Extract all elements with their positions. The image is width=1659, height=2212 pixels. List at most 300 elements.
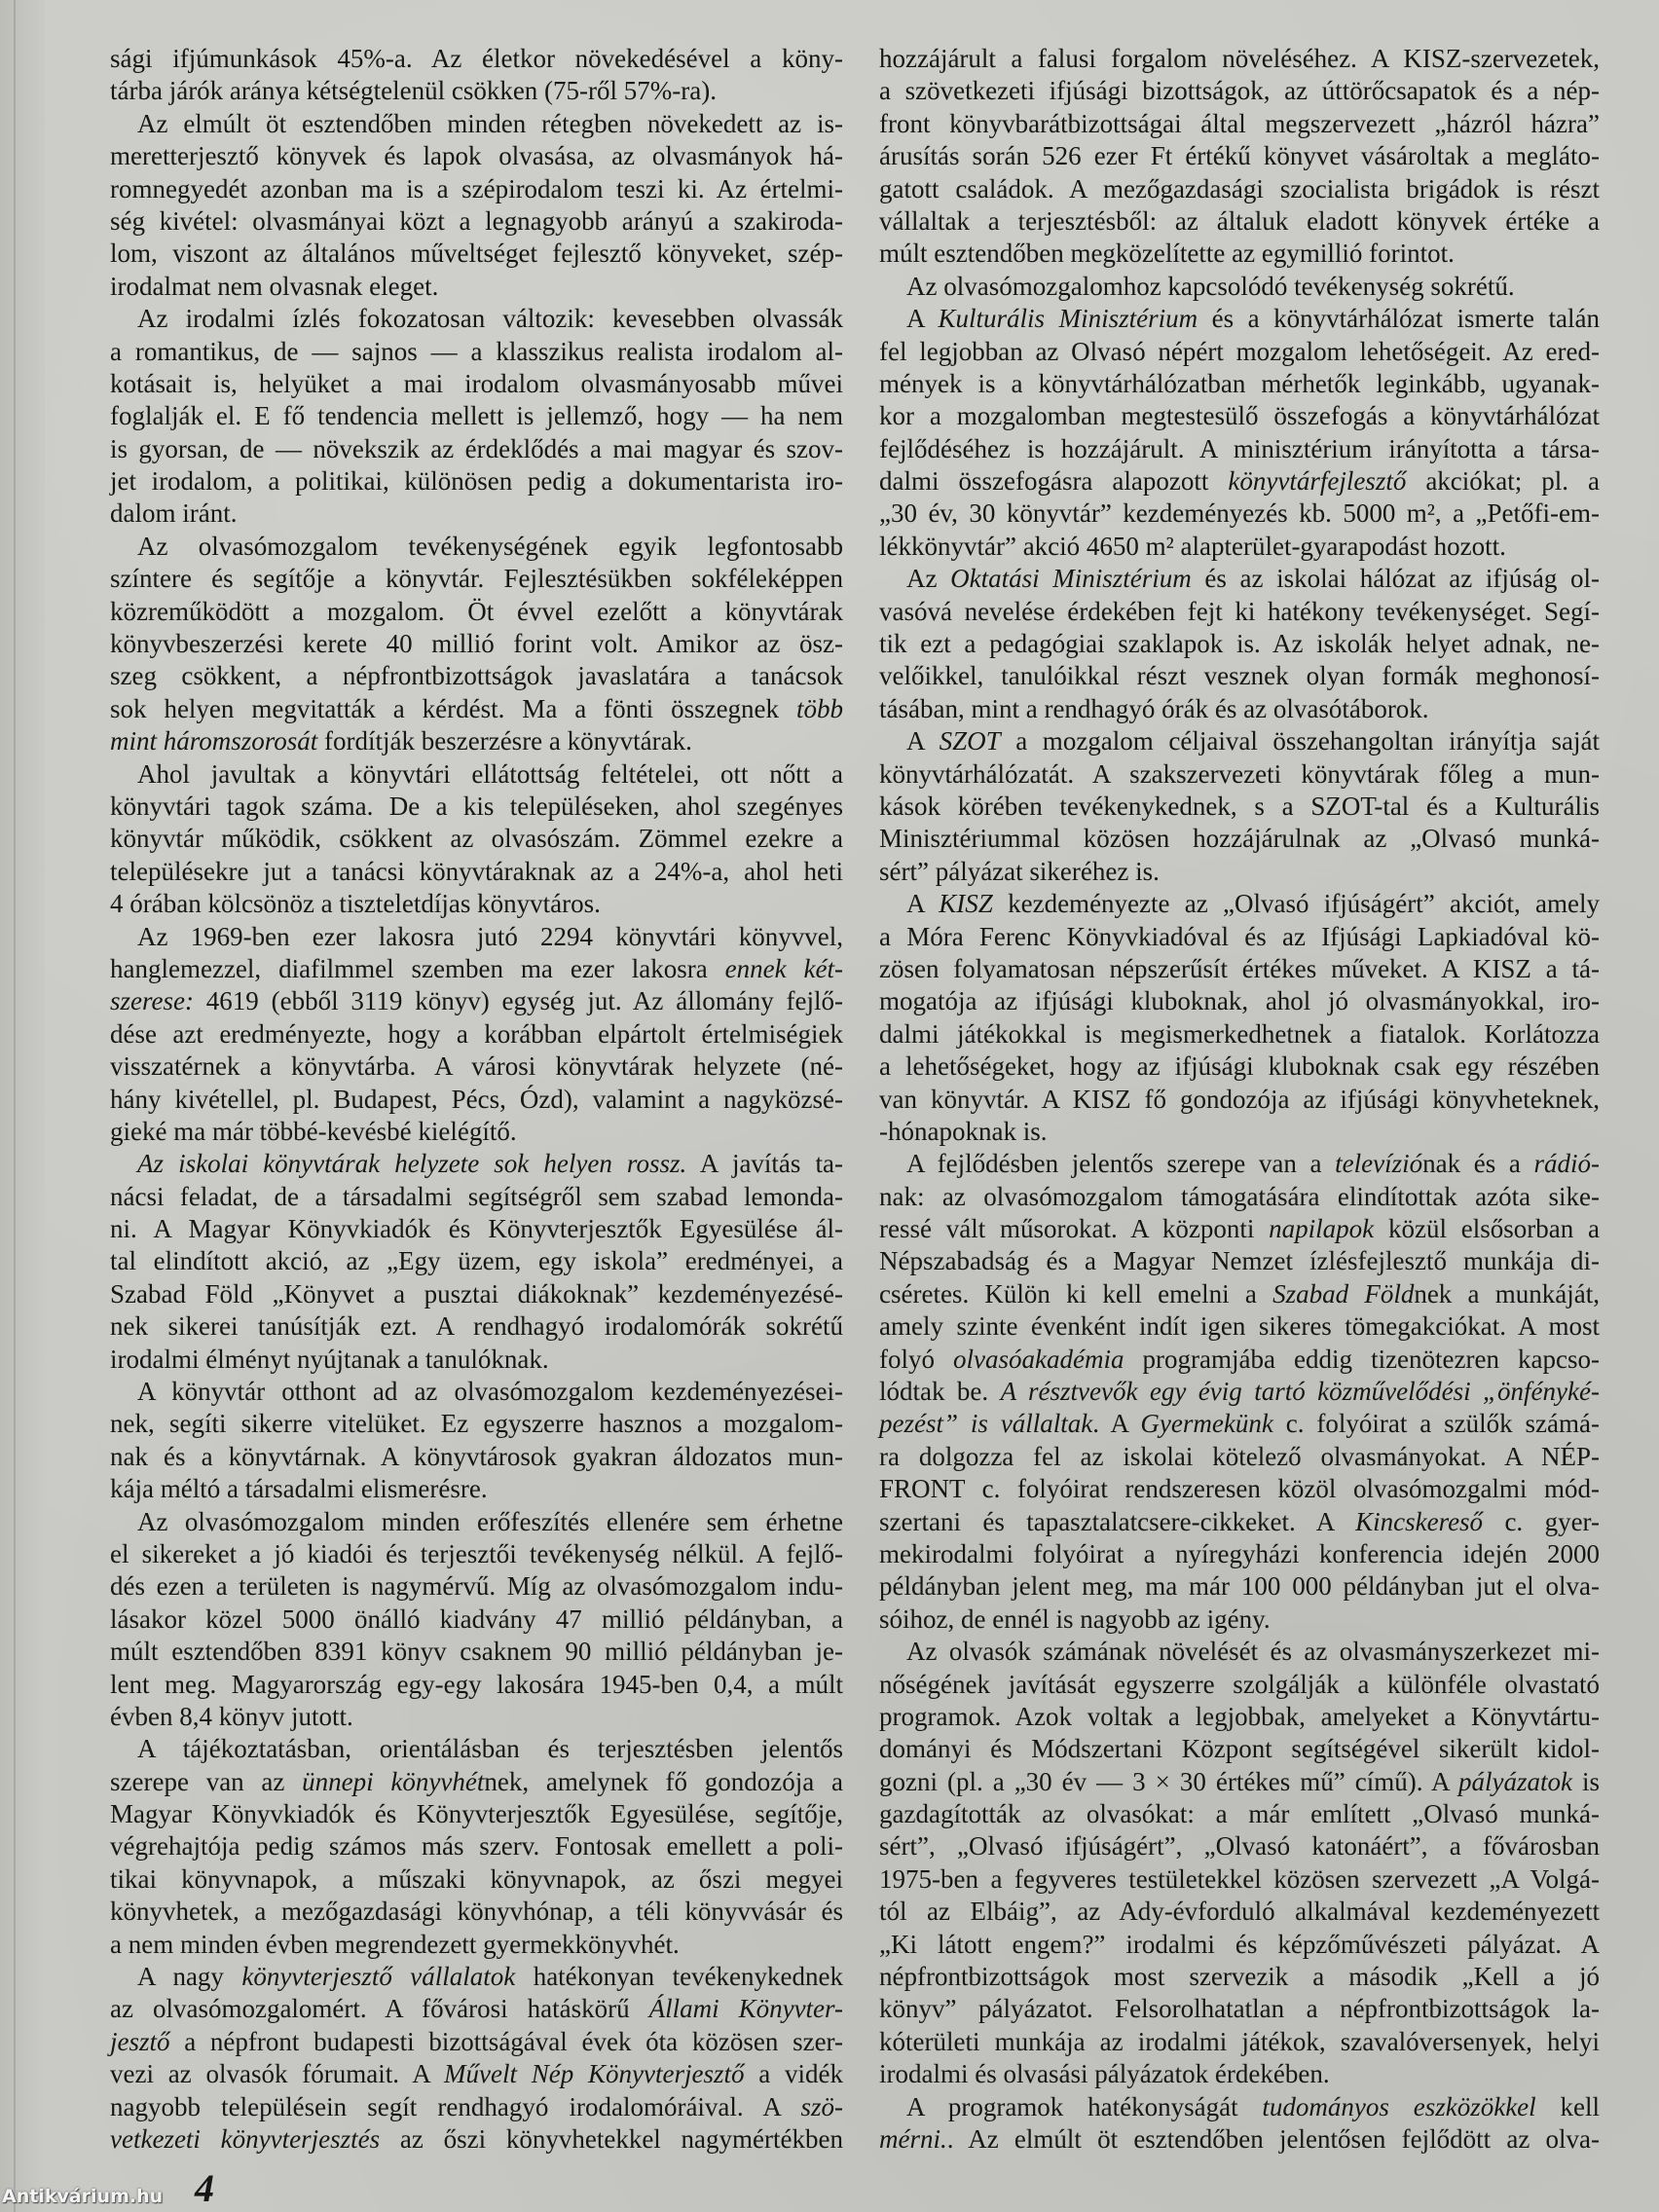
page-number: 4 bbox=[195, 2166, 214, 2210]
text-line bbox=[110, 238, 843, 270]
italic-text: Oktatási Minisztérium bbox=[950, 564, 1192, 594]
text-line bbox=[110, 693, 843, 725]
text-segment: velőikkel, tanulóikkal részt vesznek olyan formák meghonosí- bbox=[879, 661, 1600, 691]
text-line bbox=[110, 2091, 843, 2123]
text-line bbox=[110, 1961, 843, 1993]
text-segment: árusítás során 526 ezer Ft értékű könyvet vásároltak a megláto- bbox=[879, 141, 1600, 171]
italic-text: ünnepi könyvhét bbox=[302, 1766, 485, 1796]
text-segment: hanglemezzel, diafilmmel szemben ma ezer lakosra bbox=[110, 953, 725, 983]
text-line bbox=[110, 1798, 843, 1830]
text-segment: lódtak be. bbox=[879, 1377, 1001, 1407]
italic-text: jesztő bbox=[110, 2026, 170, 2056]
italic-text: napilapok bbox=[1269, 1214, 1375, 1244]
text-line bbox=[110, 140, 843, 172]
text-segment: . A bbox=[1092, 1409, 1141, 1439]
text-segment: és az iskolai hálózat az ifjúság ol- bbox=[1191, 564, 1601, 594]
text-line bbox=[879, 856, 1600, 888]
text-line bbox=[110, 563, 843, 595]
text-line bbox=[879, 1051, 1600, 1083]
text-segment: tárba járók aránya kétségtelenül csökken (75-ről 57%-ra). bbox=[110, 76, 717, 106]
text-segment: irodalmat nem olvasnak eleget. bbox=[110, 271, 439, 301]
italic-text: televízió bbox=[1335, 1149, 1423, 1179]
text-segment: A tájékoztatásban, orientálásban és terjesztésben jelentős bbox=[137, 1734, 843, 1764]
text-segment: 1975-ben a fegyveres testületekkel közösen szervezett „A Volgá- bbox=[879, 1863, 1600, 1894]
italic-text: KISZ bbox=[939, 889, 993, 919]
text-line bbox=[879, 1213, 1600, 1245]
text-line bbox=[879, 1604, 1600, 1636]
text-line bbox=[110, 660, 843, 692]
text-segment: dés ezen a területen is nagymérvű. Míg az olvasómozgalom indu- bbox=[110, 1571, 843, 1602]
text-line bbox=[879, 368, 1600, 400]
text-segment: foglalják el. E fő tendencia mellett is jellemző, hogy — ha nem bbox=[110, 401, 843, 431]
text-line bbox=[879, 1018, 1600, 1051]
italic-text: szerese: bbox=[110, 986, 194, 1016]
text-segment: vezi az olvasók fórumait. A bbox=[110, 2059, 445, 2089]
text-segment: programjába eddig tizenötezren kapcso- bbox=[1124, 1344, 1600, 1374]
text-line bbox=[879, 271, 1600, 303]
text-line bbox=[879, 75, 1600, 107]
text-segment: A programok hatékonyságát bbox=[906, 2091, 1263, 2121]
text-line bbox=[110, 758, 843, 791]
text-line bbox=[110, 1376, 843, 1408]
text-line bbox=[110, 1993, 843, 2025]
text-line bbox=[110, 1701, 843, 1733]
text-segment: mekirodalmi folyóirat a nyíregyházi konferencia idején 2000 bbox=[879, 1538, 1600, 1568]
text-segment: dalom iránt. bbox=[110, 498, 238, 529]
text-segment: a nem minden évben megrendezett gyermekkönyvhét. bbox=[110, 1929, 680, 1959]
text-line bbox=[879, 336, 1600, 368]
page-binding-edge bbox=[0, 0, 45, 2212]
text-segment: tik ezt a pedagógiai szaklapok is. Az iskolák helyet adnak, ne- bbox=[879, 629, 1600, 659]
text-segment: „30 év, 30 könyvtár” kezdeményezés kb. 5000 m², a „Petőfi-em- bbox=[879, 498, 1600, 529]
text-segment: kotásait is, helyüket a mai irodalom olvasmányosabb művei bbox=[110, 368, 843, 398]
text-line bbox=[110, 43, 843, 75]
text-line bbox=[110, 1669, 843, 1701]
italic-text: mérni. bbox=[879, 2124, 947, 2154]
text-segment: Az irodalmi ízlés fokozatosan változik: kevesebben olvassák bbox=[137, 304, 843, 334]
text-segment: jet irodalom, a politikai, különösen pedig a dokumentarista iro- bbox=[110, 466, 843, 497]
text-segment: könyvbeszerzési kerete 40 millió forint volt. Amikor az ösz- bbox=[110, 629, 843, 659]
text-segment: Ahol javultak a könyvtári ellátottság feltételei, ott nőtt a bbox=[137, 758, 843, 789]
text-segment: A könyvtár otthont ad az olvasómozgalom kezdeményezései- bbox=[137, 1377, 843, 1407]
text-segment: zösen folyamatosan népszerűsít értékes műveket. A KISZ a tá- bbox=[879, 953, 1600, 983]
text-segment: könyvhetek, a mezőgazdasági könyvhónap, a téli könyvvásár és bbox=[110, 1897, 843, 1927]
text-segment: az olvasómozgalomért. A fővárosi hatáskörű bbox=[110, 1994, 649, 2024]
text-line bbox=[879, 1376, 1600, 1408]
text-segment: nek sikerei tanúsítják ezt. A rendhagyó irodalomórák sokrétű bbox=[110, 1311, 843, 1342]
text-segment: sági ifjúmunkások 45%-a. Az életkor növekedésével a köny- bbox=[110, 44, 843, 73]
text-segment: kája méltó a társadalmi elismerésre. bbox=[110, 1474, 488, 1504]
text-segment: romnegyedét azonban ma is a szépirodalom teszi ki. Az értelmi- bbox=[110, 173, 843, 203]
text-segment: gozni (pl. a „30 év — 3 × 30 értékes mű” című). A bbox=[879, 1766, 1459, 1796]
text-line bbox=[110, 1830, 843, 1862]
text-segment: fejlődéséhez is hozzájárult. A minisztérium irányította a társa- bbox=[879, 433, 1600, 463]
text-line bbox=[110, 856, 843, 888]
italic-text: pezést” is vállaltak bbox=[879, 1409, 1093, 1439]
text-segment: akciókat; pl. a bbox=[1406, 466, 1600, 497]
text-line bbox=[879, 1441, 1600, 1473]
text-line bbox=[879, 1344, 1600, 1376]
text-segment: településekre jut a tanácsi könyvtáraknak az a 24%-a, ahol heti bbox=[110, 856, 843, 886]
text-segment: hatékonyan tevékenykednek bbox=[515, 1962, 844, 1992]
text-segment: hány kivétellel, pl. Budapest, Pécs, Ózd), valamint a nagyközsé- bbox=[110, 1084, 843, 1114]
text-line bbox=[110, 2026, 843, 2058]
text-segment: 4 órában kölcsönöz a tiszteletdíjas könyvtáros. bbox=[110, 889, 601, 919]
text-segment: meretterjesztő könyvek és lapok olvasása, az olvasmányok há- bbox=[110, 141, 843, 171]
text-segment: nak: az olvasómozgalom támogatására elindítottak azóta sike- bbox=[879, 1181, 1600, 1211]
italic-text: Művelt Nép Könyvterjesztő bbox=[444, 2059, 745, 2089]
text-line bbox=[110, 823, 843, 855]
text-segment: visszatérnek a könyvtárba. A városi könyvtárak helyzete (né- bbox=[110, 1051, 843, 1082]
text-segment: végrehajtója pedig számos más szerv. Fontosak emellett a poli- bbox=[110, 1831, 843, 1862]
text-line bbox=[879, 823, 1600, 855]
text-line bbox=[879, 1310, 1600, 1343]
italic-text: A résztvevők egy évig tartó közművelődési „önfényké- bbox=[1000, 1377, 1600, 1407]
text-line bbox=[110, 1441, 843, 1473]
text-line bbox=[879, 1766, 1600, 1798]
text-segment: Az bbox=[906, 564, 951, 594]
text-segment: is bbox=[1572, 1766, 1601, 1796]
text-segment: front könyvbarátbizottságai által megszervezett „házról házra” bbox=[879, 108, 1600, 138]
text-segment: közül elsősorban a bbox=[1374, 1214, 1600, 1244]
text-line bbox=[110, 1344, 843, 1376]
text-segment: szerepe van az bbox=[110, 1766, 303, 1796]
text-line bbox=[110, 2058, 843, 2090]
text-segment: a népfront budapesti bizottságával évek óta közösen szer- bbox=[169, 2026, 843, 2056]
text-segment: irodalmi élményt nyújtanak a tanulóknak. bbox=[110, 1344, 549, 1374]
text-segment: kóterületi munkája az irodalmi játékok, szavalóversenyek, helyi bbox=[879, 2026, 1600, 2056]
text-line bbox=[879, 238, 1600, 270]
text-segment: A javítás ta- bbox=[686, 1149, 843, 1179]
text-segment: nácsi feladat, de a társadalmi segítségről sem szabad lemonda- bbox=[110, 1181, 843, 1211]
text-line bbox=[879, 1148, 1600, 1180]
text-line bbox=[879, 465, 1600, 498]
text-segment: sért”, „Olvasó ifjúságért”, „Olvasó katonáért”, a fővárosban bbox=[879, 1831, 1600, 1862]
text-segment: ra dolgozza fel az iskolai kötelező olvasmányokat. A NÉP- bbox=[879, 1441, 1600, 1471]
text-line bbox=[879, 596, 1600, 628]
text-line bbox=[879, 1669, 1600, 1701]
text-segment: a mozgalom céljaival összehangoltan irányítja saját bbox=[1000, 726, 1600, 756]
text-line bbox=[110, 498, 843, 530]
text-segment: Az olvasómozgalomhoz kapcsolódó tevékenység sokrétű. bbox=[906, 271, 1515, 301]
text-line bbox=[879, 1245, 1600, 1277]
text-line bbox=[879, 1181, 1600, 1213]
text-segment: kell bbox=[1535, 2091, 1600, 2121]
text-segment: kor a mozgalomban megtestesülő összefogás a könyvtárhálózat bbox=[879, 401, 1600, 431]
text-line bbox=[110, 1538, 843, 1570]
text-line bbox=[110, 336, 843, 368]
text-segment: cséretes. Külön ki kell emelni a bbox=[879, 1278, 1273, 1309]
text-line bbox=[879, 2091, 1600, 2123]
text-line bbox=[110, 271, 843, 303]
text-segment: nek, segíti sikerre vitelüket. Ez egyszerre hasznos a mozgalom- bbox=[110, 1409, 843, 1439]
text-segment: A nagy bbox=[137, 1962, 242, 1992]
text-line bbox=[879, 693, 1600, 725]
text-line bbox=[879, 1863, 1600, 1896]
italic-text: szö- bbox=[800, 2091, 843, 2121]
italic-text: ennek két- bbox=[724, 953, 843, 983]
text-line bbox=[110, 1310, 843, 1343]
italic-text: vetkezeti könyvterjesztés bbox=[110, 2124, 381, 2154]
text-segment: nak és a bbox=[1422, 1149, 1534, 1179]
text-line bbox=[879, 1636, 1600, 1668]
text-segment: Az olvasók számának növelését és az olvasmányszerkezet mi- bbox=[906, 1637, 1600, 1667]
text-line bbox=[879, 1408, 1600, 1440]
text-line bbox=[879, 660, 1600, 692]
text-segment: el sikereket a jó kiadói és terjesztői tevékenység nélkül. A fejlő- bbox=[110, 1538, 843, 1568]
text-line bbox=[110, 465, 843, 498]
text-line bbox=[110, 791, 843, 823]
italic-text: SZOT bbox=[939, 726, 1001, 756]
text-segment: is gyorsan, de — növekszik az érdeklődés a mai magyar és szov- bbox=[110, 433, 843, 463]
text-line bbox=[110, 1766, 843, 1798]
text-line bbox=[110, 303, 843, 335]
text-line bbox=[879, 140, 1600, 172]
text-segment: sok helyen megvitatták a kérdést. Ma a fönti összegnek bbox=[110, 693, 796, 723]
text-segment: múlt esztendőben 8391 könyv csaknem 90 millió példányban je- bbox=[110, 1637, 843, 1667]
text-segment: tásában, mint a rendhagyó órák és az olvasótáborok. bbox=[879, 693, 1429, 723]
text-line bbox=[879, 1570, 1600, 1603]
text-column-right bbox=[879, 43, 1600, 2156]
text-line bbox=[879, 1830, 1600, 1862]
text-segment: mények is a könyvtárhálózatban mérhetők leginkább, ugyanak- bbox=[879, 368, 1600, 398]
text-line bbox=[110, 1018, 843, 1051]
italic-text: pályázatok bbox=[1458, 1766, 1572, 1796]
text-line bbox=[110, 1506, 843, 1538]
italic-text: Az iskolai könyvtárak helyzete sok helyen rossz. bbox=[137, 1149, 687, 1179]
italic-text: tudományos eszközökkel bbox=[1262, 2091, 1536, 2121]
text-segment: dalmi összefogásra alapozott bbox=[879, 466, 1229, 497]
text-line bbox=[110, 1636, 843, 1668]
text-line bbox=[879, 725, 1600, 757]
text-line bbox=[879, 1084, 1600, 1116]
text-line bbox=[110, 1733, 843, 1765]
text-segment: színtere és segítője a könyvtár. Fejlesztésükben sokféleképpen bbox=[110, 564, 843, 594]
text-line bbox=[879, 921, 1600, 953]
text-line bbox=[879, 43, 1600, 75]
text-segment: sért” pályázat sikeréhez is. bbox=[879, 856, 1160, 886]
text-line bbox=[110, 400, 843, 432]
text-segment: ressé vált műsorokat. A központi bbox=[879, 1214, 1270, 1244]
text-line bbox=[879, 2123, 1600, 2156]
text-segment: lásakor közel 5000 önálló kiadvány 47 millió példányban, a bbox=[110, 1604, 843, 1634]
text-segment: kezdeményezte az „Olvasó ifjúságért” akciót, amely bbox=[992, 889, 1600, 919]
text-segment: Szabad Föld „Könyvet a pusztai diákoknak” kezdeményezésé- bbox=[110, 1278, 843, 1309]
text-line bbox=[879, 498, 1600, 530]
text-line bbox=[110, 921, 843, 953]
text-segment: A bbox=[906, 726, 940, 756]
text-line bbox=[110, 368, 843, 400]
text-line bbox=[879, 1506, 1600, 1538]
text-segment: folyó bbox=[879, 1344, 954, 1374]
text-segment: vasóvá nevelése érdekében fejt ki hatékony tevékenységet. Segí- bbox=[879, 596, 1600, 626]
text-segment: c. folyóirat a szülők számá- bbox=[1272, 1409, 1600, 1439]
text-line bbox=[879, 108, 1600, 140]
text-segment: programok. Azok voltak a legjobbak, amelyeket a Könyvtártu- bbox=[879, 1701, 1600, 1731]
text-line bbox=[879, 400, 1600, 432]
text-line bbox=[110, 985, 843, 1017]
text-segment: nek a munkáját, bbox=[1414, 1278, 1600, 1309]
text-segment: a lehetőségeket, hogy az ifjúsági kluboknak csak egy részében bbox=[879, 1051, 1600, 1082]
text-segment: Az elmúlt öt esztendőben minden rétegben növekedett az is- bbox=[137, 108, 843, 138]
text-segment: vállaltak a terjesztésből: az általuk eladott könyvek értéke a bbox=[879, 205, 1600, 236]
text-line bbox=[879, 985, 1600, 1017]
text-line bbox=[110, 531, 843, 563]
text-line bbox=[879, 531, 1600, 563]
text-segment: tikai könyvnapok, a műszaki könyvnapok, az őszi megyei bbox=[110, 1863, 843, 1894]
text-segment: „Ki látott engem?” irodalmi és képzőművészeti pályázat. A bbox=[879, 1929, 1600, 1959]
text-segment: tal elindított akció, az „Egy üzem, egy iskola” eredményei, a bbox=[110, 1246, 843, 1276]
text-segment: nagyobb településein segít rendhagyó irodalomóráival. A bbox=[110, 2091, 801, 2121]
text-segment: dalmi játékokkal is megismerkedhetnek a fiatalok. Korlátozza bbox=[879, 1018, 1600, 1049]
watermark: Antikvárium.hu bbox=[2, 2186, 164, 2207]
text-line bbox=[879, 1116, 1600, 1148]
text-segment: hozzájárult a falusi forgalom növeléséhez. A KISZ-szervezetek, bbox=[879, 44, 1600, 73]
text-segment: van könyvtár. A KISZ fő gondozója az ifjúsági könyvheteknek, bbox=[879, 1084, 1600, 1114]
text-segment: könyv” pályázatot. Felsorolhatatlan a népfrontbizottságok la- bbox=[879, 1994, 1600, 2024]
text-line bbox=[879, 1701, 1600, 1733]
italic-text: Gyermekünk bbox=[1140, 1409, 1273, 1439]
italic-text: könyvterjesztő vállalatok bbox=[241, 1962, 516, 1992]
text-segment: példányban jelent meg, ma már 100 000 példányban jut el olva- bbox=[879, 1571, 1600, 1602]
text-line bbox=[879, 1733, 1600, 1765]
text-segment: Az olvasómozgalom tevékenységének egyik legfontosabb bbox=[137, 531, 843, 561]
text-line bbox=[110, 1181, 843, 1213]
italic-text: több bbox=[795, 693, 843, 723]
text-segment: könyvtárhálózatát. A szakszervezeti könyvtárak főleg a mun- bbox=[879, 758, 1600, 789]
text-line bbox=[110, 1051, 843, 1083]
text-line bbox=[879, 628, 1600, 660]
text-segment: a vidék bbox=[744, 2059, 843, 2089]
text-line bbox=[110, 173, 843, 205]
text-segment: a Móra Ferenc Könyvkiadóval és az Ifjúsági Lapkiadóval kö- bbox=[879, 921, 1600, 951]
text-line bbox=[110, 596, 843, 628]
text-line bbox=[879, 953, 1600, 985]
text-line bbox=[879, 205, 1600, 238]
text-line bbox=[879, 758, 1600, 791]
text-line bbox=[110, 1570, 843, 1603]
text-segment: A bbox=[906, 889, 940, 919]
text-line bbox=[879, 2058, 1600, 2090]
text-segment: könyvtár működik, csökkent az olvasószám. Zömmel ezekre a bbox=[110, 824, 843, 854]
text-segment: lent meg. Magyarország egy-egy lakosára 1945-ben 0,4, a múlt bbox=[110, 1669, 843, 1699]
text-line bbox=[110, 2123, 843, 2156]
text-segment: gazdagították az olvasókat: a már említett „Olvasó munká- bbox=[879, 1799, 1600, 1829]
italic-text: mint háromszorosát bbox=[110, 726, 318, 756]
text-line bbox=[879, 433, 1600, 465]
italic-text: Kincskereső bbox=[1355, 1506, 1484, 1536]
text-line bbox=[110, 1408, 843, 1440]
text-segment: népfrontbizottságok most szervezik a második „Kell a jó bbox=[879, 1962, 1600, 1992]
text-segment: lékkönyvtár” akció 4650 m² alapterület-gyarapodást hozott. bbox=[879, 531, 1506, 561]
text-segment: az őszi könyvhetekkel nagymértékben bbox=[380, 2124, 843, 2154]
text-segment: évben 8,4 könyv jutott. bbox=[110, 1701, 353, 1731]
text-segment: . Az elmúlt öt esztendőben jelentősen fejlődött az olva- bbox=[946, 2124, 1600, 2154]
text-segment: és a könyvtárhálózat ismerte talán bbox=[1198, 304, 1600, 334]
text-line bbox=[110, 1148, 843, 1180]
text-segment: dományi és Módszertani Központ segítségével sikerült kidol- bbox=[879, 1734, 1600, 1764]
text-line bbox=[110, 75, 843, 107]
text-segment: gatott családok. A mezőgazdasági szocialista brigádok is részt bbox=[879, 173, 1600, 203]
text-line bbox=[110, 1213, 843, 1245]
text-line bbox=[110, 725, 843, 757]
text-segment: A bbox=[906, 304, 939, 334]
text-segment: könyvtári tagok száma. De a kis településeken, ahol szegényes bbox=[110, 791, 843, 821]
text-segment: Magyar Könyvkiadók és Könyvterjesztők Egyesülése, segítője, bbox=[110, 1799, 843, 1829]
text-line bbox=[110, 1604, 843, 1636]
text-segment: sóihoz, de ennél is nagyobb az igény. bbox=[879, 1604, 1271, 1634]
text-line bbox=[110, 1084, 843, 1116]
text-line bbox=[110, 108, 843, 140]
text-line bbox=[879, 303, 1600, 335]
text-line bbox=[110, 1473, 843, 1505]
text-segment: Népszabadság és a Magyar Nemzet ízlésfejlesztő munkája di- bbox=[879, 1246, 1600, 1276]
text-segment: dése azt eredményezte, hogy a korábban elpártolt értelmiségiek bbox=[110, 1018, 843, 1049]
text-line bbox=[110, 628, 843, 660]
text-line bbox=[110, 1863, 843, 1896]
text-line bbox=[879, 888, 1600, 920]
text-line bbox=[879, 1929, 1600, 1961]
italic-text: Szabad Föld bbox=[1272, 1278, 1415, 1309]
text-segment: 4619 (ebből 3119 könyv) egység jut. Az állomány fejlő- bbox=[193, 986, 843, 1016]
text-segment: A fejlődésben jelentős szerepe van a bbox=[906, 1149, 1336, 1179]
italic-text: Kulturális Minisztérium bbox=[938, 304, 1198, 334]
text-segment: lom, viszont az általános műveltséget fejlesztő könyveket, szép- bbox=[110, 239, 843, 269]
text-line bbox=[879, 563, 1600, 595]
text-segment: közreműködött a mozgalom. Öt évvel ezelőtt a könyvtárak bbox=[110, 596, 843, 626]
text-segment: a romantikus, de — sajnos — a klasszikus realista irodalom al- bbox=[110, 336, 843, 366]
text-segment: nak és a könyvtárnak. A könyvtárosok gyakran áldozatos mun- bbox=[110, 1441, 843, 1471]
text-line bbox=[879, 1993, 1600, 2025]
text-line bbox=[110, 1116, 843, 1148]
text-segment: a szövetkezeti ifjúsági bizottságok, az úttörőcsapatok és a nép- bbox=[879, 76, 1600, 106]
text-line bbox=[110, 1245, 843, 1277]
text-line bbox=[110, 1896, 843, 1928]
text-segment: tól az Elbáig”, az Ady-évforduló alkalmával kezdeményezett bbox=[879, 1897, 1600, 1927]
text-segment: ni. A Magyar Könyvkiadók és Könyvterjesztők Egyesülése ál- bbox=[110, 1214, 843, 1244]
text-segment: szertani és tapasztalatcsere-cikkeket. A bbox=[879, 1506, 1356, 1536]
text-segment: c. gyer- bbox=[1483, 1506, 1600, 1536]
text-line bbox=[110, 953, 843, 985]
text-line bbox=[110, 205, 843, 238]
italic-text: könyvtárfejlesztő bbox=[1228, 466, 1407, 497]
text-line bbox=[879, 1473, 1600, 1505]
text-line bbox=[879, 1896, 1600, 1928]
text-line bbox=[110, 1278, 843, 1310]
text-line bbox=[879, 791, 1600, 823]
text-line bbox=[110, 433, 843, 465]
text-segment: amely szinte évenként indít igen sikeres tömegakciókat. A most bbox=[879, 1311, 1600, 1342]
text-segment: fel legjobban az Olvasó népért mozgalom lehetőségeit. Az ered- bbox=[879, 336, 1600, 366]
text-segment: irodalmi és olvasási pályázatok érdekében. bbox=[879, 2059, 1330, 2089]
text-line bbox=[879, 1278, 1600, 1310]
text-line bbox=[879, 173, 1600, 205]
italic-text: Állami Könyvter- bbox=[648, 1994, 844, 2024]
text-segment: FRONT c. folyóirat rendszeresen közöl olvasómozgalmi mód- bbox=[879, 1474, 1600, 1504]
text-segment: ség kivétel: olvasmányai közt a legnagyobb arányú a szakiroda- bbox=[110, 205, 843, 236]
text-column-left bbox=[110, 43, 843, 2156]
text-line bbox=[879, 1961, 1600, 1993]
text-segment: nek, amelynek fő gondozója a bbox=[484, 1766, 843, 1796]
italic-text: olvasóakadémia bbox=[953, 1344, 1124, 1374]
text-segment: -hónapoknak is. bbox=[879, 1116, 1048, 1146]
text-segment: fordítják beszerzésre a könyvtárak. bbox=[317, 726, 692, 756]
text-segment: Minisztériummal közösen hozzájárulnak az „Olvasó munká- bbox=[879, 824, 1600, 854]
text-segment: nőségének javítását egyszerre szolgálják a különféle olvastató bbox=[879, 1669, 1600, 1699]
text-segment: gieké ma már többé-kevésbé kielégítő. bbox=[110, 1116, 517, 1146]
text-segment: szeg csökkent, a népfrontbizottságok javaslatára a tanácsok bbox=[110, 661, 843, 691]
italic-text: rádió- bbox=[1533, 1149, 1600, 1179]
